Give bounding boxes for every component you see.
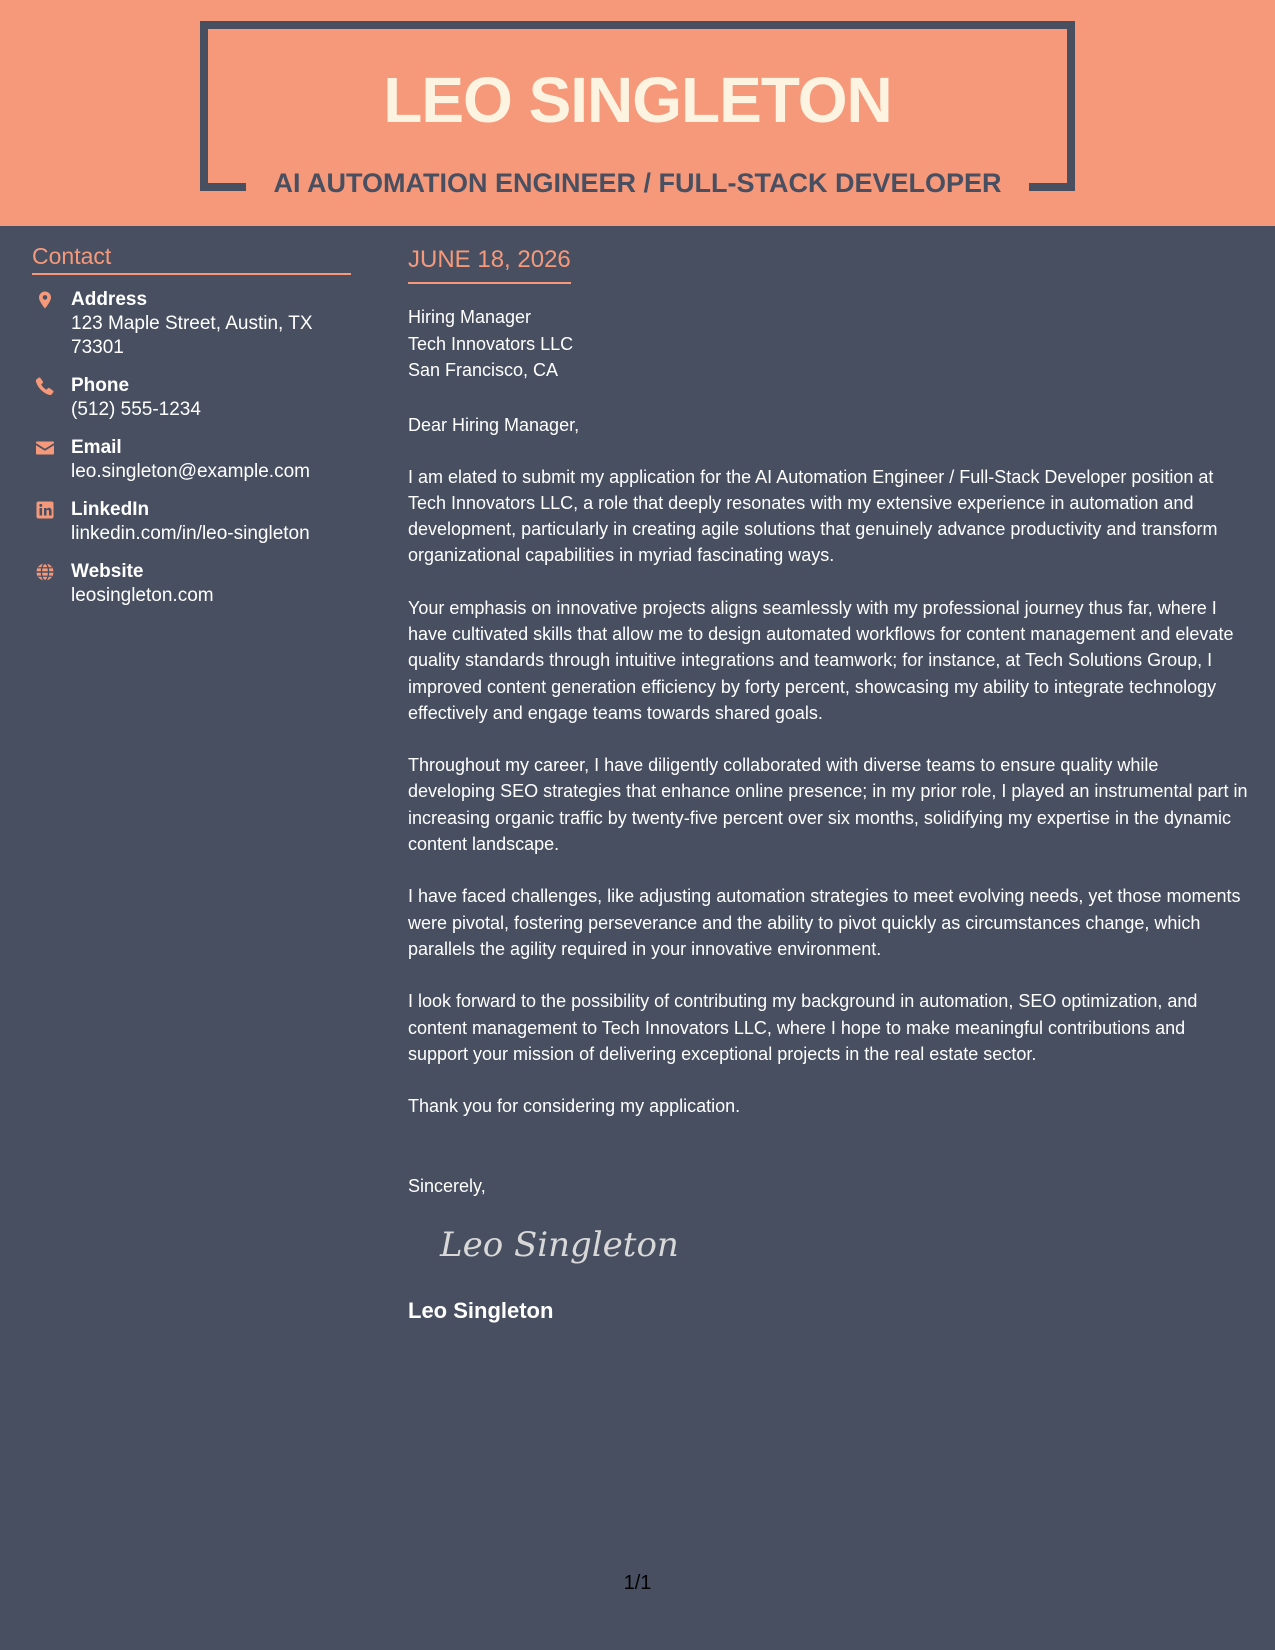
job-title: AI AUTOMATION ENGINEER / FULL-STACK DEVELOPER: [273, 168, 1002, 198]
contact-item-phone: [32, 373, 351, 422]
letter-paragraph: Throughout my career, I have diligently collaborated with diverse teams to ensure quality while developing SEO strategies that enhance online presence; in my prior role, I played an instrumental part in increasing organic traffic by twenty-five percent over six months, solidifying my expertise in the dynamic content landscape.: [408, 755, 1248, 855]
contact-item-email: [32, 435, 351, 484]
page-number: 1/1: [623, 1572, 652, 1594]
recipient-block: [408, 304, 1248, 384]
contact-label-email: Email: [71, 437, 122, 458]
closing-line: Thank you for considering my application.: [408, 1096, 741, 1117]
letter-date: JUNE 18, 2026: [408, 244, 571, 284]
letter-paragraph: I am elated to submit my application for the AI Automation Engineer / Full-Stack Developer position at Tech Innovators LLC, a role that deeply resonates with my extensive experience in automation and development, particularly in creating agile solutions that genuinely advance productivity and transform organizational capabilities in myriad fascinating ways.: [408, 466, 1218, 566]
letter-paragraph: I look forward to the possibility of contributing my background in automation, SEO optimization, and content management to Tech Innovators LLC, where I hope to make meaningful contributions and support your mission of delivering exceptional projects in the real estate sector.: [408, 991, 1198, 1064]
contact-value-phone: (512) 555-1234: [71, 399, 201, 420]
frame-top-bar: [200, 21, 1075, 29]
salutation: Dear Hiring Manager,: [408, 414, 580, 435]
contact-item-address: [32, 287, 351, 360]
contact-item-website: [32, 559, 351, 608]
contact-value-address: 123 Maple Street, Austin, TX 73301: [71, 313, 313, 358]
signer-name: Leo Singleton: [408, 1298, 554, 1324]
contact-label-linkedin: LinkedIn: [71, 499, 150, 520]
letter-body: [408, 244, 1248, 1325]
letter-paragraph: Your emphasis on innovative projects aligns seamlessly with my professional journey thus far, where I have cultivated skills that allow me to design automated workflows for content management and elevate quality standards through intuitive integrations and teamwork; for instance, at Tech Solutions Group, I improved content generation efficiency by forty percent, showcasing my ability to integrate technology effectively and engage teams towards shared goals.: [408, 597, 1234, 723]
header-banner: [0, 0, 1275, 226]
contact-value-email: leo.singleton@example.com: [71, 461, 310, 482]
letter-paragraph: I have faced challenges, like adjusting automation strategies to meet evolving needs, yet those moments were pivotal, fostering perseverance and the ability to pivot quickly as circumstances change, which parallels the agility required in your innovative environment.: [408, 886, 1241, 959]
contact-value-linkedin: linkedin.com/in/leo-singleton: [71, 523, 310, 544]
contact-label-website: Website: [71, 561, 144, 582]
handwritten-signature: Leo Singleton: [440, 1225, 679, 1266]
recipient-line: San Francisco, CA: [408, 360, 559, 380]
contact-value-website: leosingleton.com: [71, 585, 214, 606]
sign-off: Sincerely,: [408, 1176, 486, 1197]
phone-icon: [35, 376, 55, 396]
contact-label-phone: Phone: [71, 375, 130, 396]
recipient-line: Hiring Manager: [408, 307, 532, 327]
contact-label-address: Address: [71, 289, 148, 310]
contact-heading: Contact: [32, 240, 351, 275]
globe-icon: [35, 562, 55, 582]
linkedin-icon: [35, 500, 55, 520]
contact-item-linkedin: [32, 497, 351, 546]
applicant-name: LEO SINGLETON: [383, 64, 892, 136]
contact-list: [32, 287, 351, 608]
envelope-icon: [35, 438, 55, 458]
recipient-line: Tech Innovators LLC: [408, 333, 574, 354]
contact-sidebar: [32, 240, 351, 621]
map-pin-icon: [35, 290, 55, 310]
